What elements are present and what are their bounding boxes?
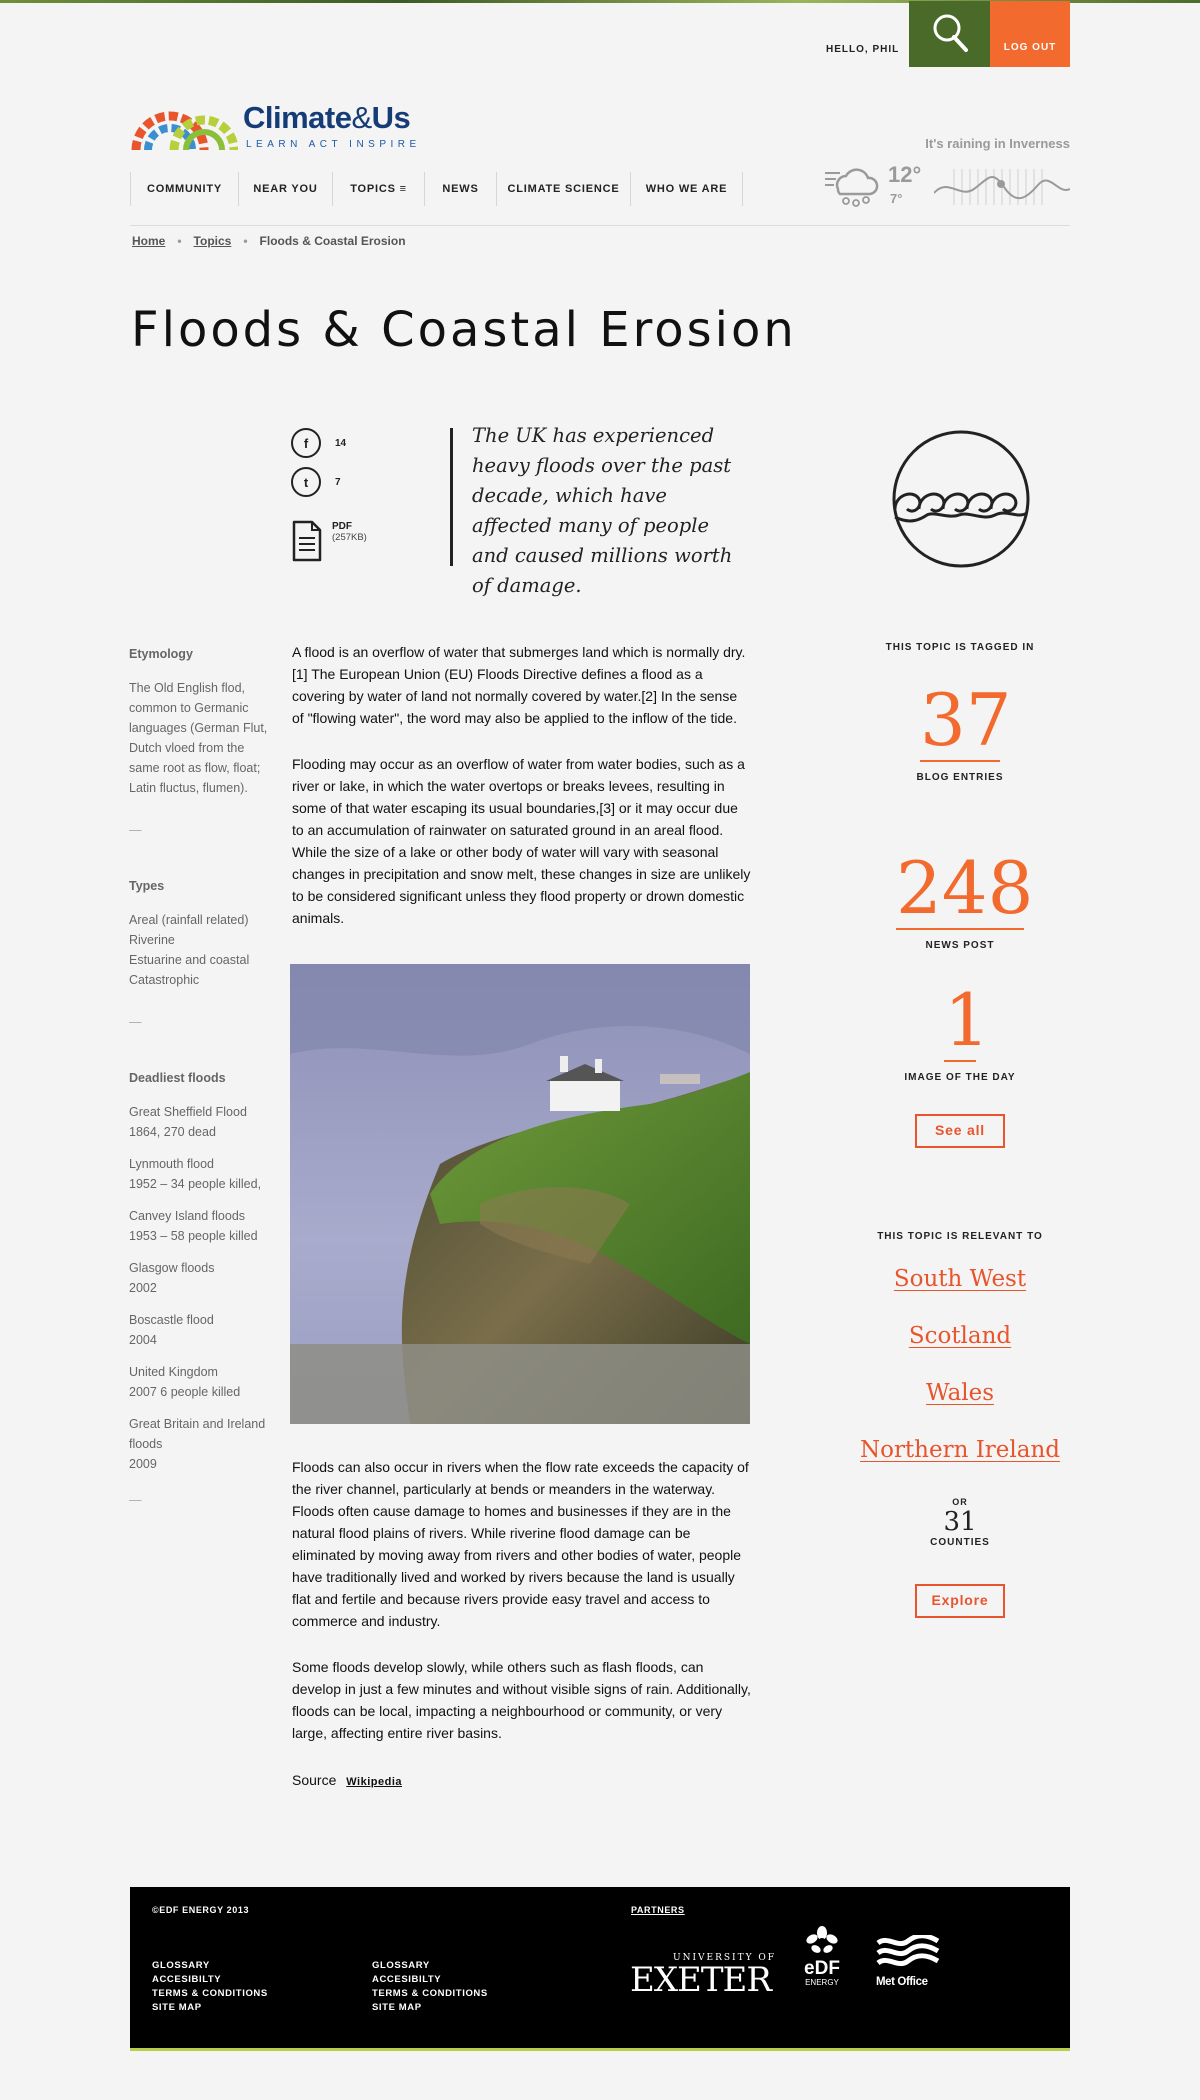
header-divider [130,225,1070,226]
flood-detail: 2004 [129,1333,157,1347]
flood-waves-icon [891,429,1031,574]
footer-link[interactable]: ACCESIBILTY [152,1974,222,1985]
rain-cloud-icon [824,165,884,212]
footer-link[interactable]: GLOSSARY [152,1960,210,1971]
blog-stat[interactable] [840,678,1080,783]
logout-button[interactable]: LOG OUT [990,1,1070,67]
news-stat[interactable] [840,846,1080,951]
blog-label: BLOG ENTRIES [916,772,1004,783]
breadcrumb-topics[interactable]: Topics [193,234,232,248]
logo-title-amp: & [351,100,372,135]
search-icon [928,12,972,56]
flood-name: Canvey Island floods [129,1209,246,1223]
flood-detail: 1952 – 34 people killed, [129,1177,262,1191]
see-all-wrap [840,1114,1080,1148]
type-item: Areal (rainfall related) [129,913,249,927]
footer-link[interactable]: SITE MAP [152,2002,202,2013]
flood-item [129,1258,269,1298]
section-divider: — [129,1493,142,1507]
blog-count[interactable]: 37 [920,678,1012,762]
flood-detail: 2009 [129,1457,157,1471]
weather-status: It's raining in Inverness [925,136,1070,151]
nav-item-climate-science[interactable]: CLIMATE SCIENCE [497,172,631,206]
footer-links-2 [372,1959,488,2015]
partners-label: PARTNERS [631,1905,685,1915]
met-office-logo[interactable] [876,1935,942,1988]
footer-link[interactable]: ACCESIBILTY [372,1974,442,1985]
type-item: Riverine [129,933,175,947]
news-count[interactable]: 248 [896,846,1034,930]
nav-item-community[interactable]: COMMUNITY [131,172,239,206]
etymology-heading: Etymology [129,647,193,661]
flood-name: United Kingdom [129,1365,218,1379]
edf-logo[interactable] [800,1925,844,1988]
edf-main: eDF [804,1958,840,1979]
flood-name: Glasgow floods [129,1261,215,1275]
breadcrumb-separator: • [243,234,248,248]
explore-button[interactable]: Explore [915,1584,1005,1618]
counties-label: COUNTIES [930,1537,990,1548]
breadcrumb [132,234,406,248]
pdf-label: PDF [332,521,352,532]
article-body-bottom [292,1456,752,1768]
met-office-name: Met Office [876,1976,928,1988]
twitter-share[interactable] [291,467,341,497]
article-paragraph: A flood is an overflow of water that submerges land which is normally dry.[1] The European Union (EU) Floods Directive defines a flood as a covering by water of land not normally covered by water.[2] In the sense of "flowing water", the word may also be applied to the inflow of the tide. [292,644,746,726]
region-link[interactable]: Scotland [908,1323,1012,1349]
article-paragraph: Floods can also occur in rivers when the flow rate exceeds the capacity of the river channel, particularly at bends or meanders in the waterway. Floods often cause damage to homes and businesses if they are in the natural flood plains of rivers. While riverine flood damage can be eliminated by moving away from rivers and other bodies of water, people have traditionally lived and worked by rivers because the land is usually flat and fertile and because rivers provide easy travel and access to commerce and industry. [292,1459,749,1629]
flood-name: Boscastle flood [129,1313,214,1327]
see-all-button[interactable]: See all [915,1114,1005,1148]
flood-item [129,1414,269,1474]
facebook-count: 14 [335,437,347,449]
tag-stats [840,642,1080,653]
flood-item [129,1206,269,1246]
nav-item-topics[interactable]: TOPICS ≡ [333,172,425,206]
exeter-main: EXETER [630,1960,771,2000]
logo-mark[interactable] [130,98,238,157]
tagged-label: THIS TOPIC IS TAGGED IN [885,642,1035,653]
flood-detail: 1953 – 58 people killed [129,1229,258,1243]
flood-item [129,1102,269,1142]
edf-sub: ENERGY [805,1978,839,1987]
nav-item-who-we-are[interactable]: WHO WE ARE [631,172,743,206]
twitter-icon: t [291,467,321,497]
logo-title-part: Us [371,100,411,135]
source-link[interactable]: Wikipedia [346,1776,402,1788]
flood-item [129,1310,269,1350]
footer-link[interactable]: TERMS & CONDITIONS [372,1988,488,1999]
source-label: Source [292,1772,337,1788]
or-label: OR [952,1497,968,1507]
region-link[interactable]: South West [893,1266,1027,1292]
flood-name: Lynmouth flood [129,1157,215,1171]
temperature-low: 7° [890,191,903,206]
flood-item [129,1362,269,1402]
counties-stat [840,1497,1080,1548]
breadcrumb-current: Floods & Coastal Erosion [259,234,406,248]
pdf-download[interactable] [292,520,367,562]
source-line [292,1772,402,1788]
flood-item [129,1154,269,1194]
nav-item-news[interactable]: NEWS [425,172,497,206]
rainbow-gear-logo-icon [130,98,238,152]
nav-item-near-you[interactable]: NEAR YOU [239,172,333,206]
relevance-section [840,1231,1080,1242]
article-paragraph: Flooding may occur as an overflow of water from water bodies, such as a river or lake, in which the water overtops or breaks levees, resulting in some of that water escaping its usual boundaries,[3] or it may occur due to an accumulation of rainwater on saturated ground in an areal flood. While the size of a lake or other body of water will vary with seasonal changes in precipitation and snow melt, these changes in size are unlikely to be considered significant unless they flood property or drown domestic animals. [292,756,751,926]
logo-tagline: LEARN ACT INSPIRE [246,139,421,150]
footer-link[interactable]: GLOSSARY [372,1960,430,1971]
exeter-top: UNIVERSITY OF [672,1953,776,1963]
met-office-waves-icon [876,1935,940,1971]
type-item: Estuarine and coastal [129,953,250,967]
facebook-share[interactable] [291,428,346,458]
temperature-high: 12° [888,162,922,187]
region-link[interactable]: Wales [925,1380,995,1406]
types-heading: Types [129,879,165,893]
counties-count: 31 [943,1507,977,1537]
breadcrumb-separator: • [177,234,182,248]
image-stat[interactable] [840,978,1080,1083]
logo-title-part: Climate [243,100,352,135]
deadliest-heading: Deadliest floods [129,1071,226,1085]
document-icon [292,520,322,562]
footer-link[interactable]: TERMS & CONDITIONS [152,1988,268,1999]
region-list [840,1266,1080,1494]
section-divider: — [129,1015,142,1029]
footer-link[interactable]: SITE MAP [372,2002,422,2013]
breadcrumb-home[interactable]: Home [132,234,166,248]
article-paragraph: Some floods develop slowly, while others such as flash floods, can develop in just a few minutes and without visible signs of rain. Additionally, floods can be local, impacting a neighbourhood or community, or very large, affecting entire river basins. [292,1659,751,1741]
footer-links-1 [152,1959,268,2015]
etymology-text: The Old English flod, common to Germanic languages (German Flut, Dutch vloed from the same root as flow, float; Latin fluctus, flumen). [129,681,268,795]
image-count[interactable]: 1 [944,978,990,1062]
facebook-icon: f [291,428,321,458]
region-link[interactable]: Northern Ireland [859,1437,1061,1463]
edf-flower-icon [802,1925,842,1955]
flood-name: Great Britain and Ireland floods [129,1417,266,1451]
cliff-house-photo [290,964,750,1424]
main-nav [130,172,743,206]
tide-graph-icon [934,165,1070,212]
facts-sidebar [129,644,269,1546]
relevance-label: THIS TOPIC IS RELEVANT TO [877,1231,1043,1242]
flood-detail: 2002 [129,1281,157,1295]
type-item: Catastrophic [129,973,200,987]
flood-detail: 2007 6 people killed [129,1385,241,1399]
intro-quote: The UK has experienced heavy floods over the past decade, which have affected many of people and caused millions worth of damage. [472,424,733,597]
flood-name: Great Sheffield Flood [129,1105,247,1119]
user-greeting: HELLO, PHIL [826,44,900,55]
section-divider: — [129,823,142,837]
flood-detail: 1864, 270 dead [129,1125,216,1139]
exeter-logo[interactable] [630,1953,776,2000]
footer [130,1887,1070,2051]
pdf-size: (257KB) [332,532,367,543]
page-title: Floods & Coastal Erosion [131,302,797,358]
logo-title[interactable] [243,100,410,136]
quote-bar [450,428,453,566]
image-label: IMAGE OF THE DAY [904,1072,1016,1083]
article-body-top [292,641,752,953]
footer-copyright: ©EDF ENERGY 2013 [152,1905,250,1915]
explore-wrap [840,1584,1080,1618]
news-label: NEWS POST [925,940,995,951]
search-button[interactable] [909,1,990,67]
twitter-count: 7 [335,476,341,488]
